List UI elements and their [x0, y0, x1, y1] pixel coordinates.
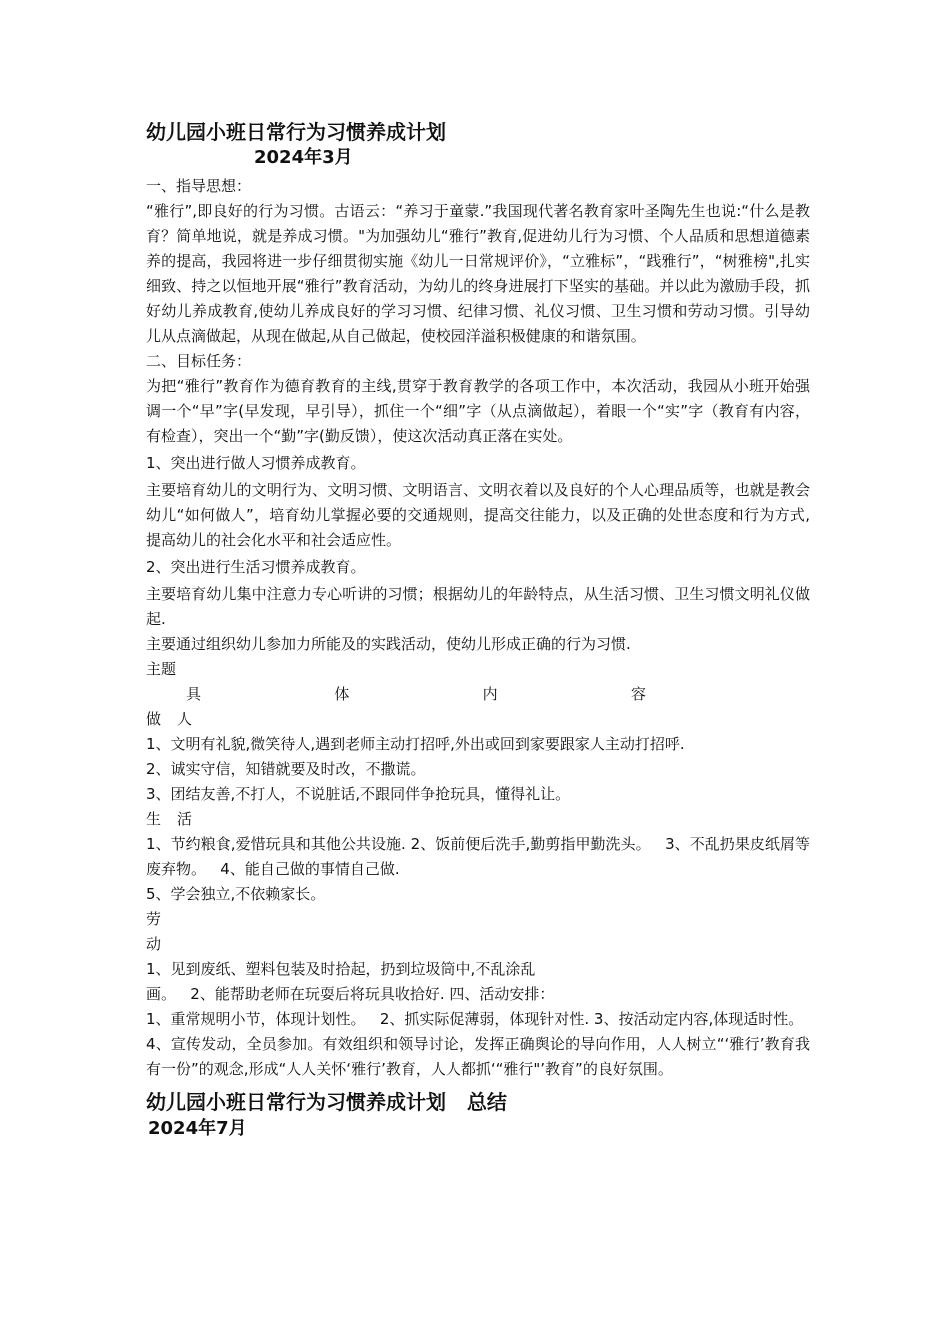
- summary-date: 2024年7月: [148, 1118, 247, 1139]
- table-header-cell: 体: [334, 685, 350, 703]
- paragraph: 主要通过组织幼儿参加力所能及的实践活动，使幼儿形成正确的行为习惯.: [146, 635, 631, 653]
- list-item: 1、重常规明小节，体现计划性。 2、抓实际促薄弱，体现针对性. 3、按活动定内容,体现适时性。: [146, 1010, 804, 1028]
- document-title: 幼儿园小班日常行为习惯养成计划: [146, 120, 446, 144]
- item-heading: 2、突出进行生活习惯养成教育。: [146, 558, 366, 576]
- item-heading: 1、突出进行做人习惯养成教育。: [146, 454, 366, 472]
- category-label: 动: [146, 935, 162, 953]
- table-header-cell: 内: [482, 685, 498, 703]
- list-item: 1、节约粮食,爱惜玩具和其他公共设施. 2、饭前便后洗手,勤剪指甲勤洗头。 3、不乱扔果皮纸屑等废弃物。 4、能自己做的事情自己做.: [146, 835, 810, 878]
- paragraph: “雅行”,即良好的行为习惯。古语云：“养习于童蒙.”我国现代著名教育家叶圣陶先生也说:“什么是教育？简单地说，就是养成习惯。"为加强幼儿“雅行”教育,促进幼儿行为习惯、个人品质和思想道德素养的提高，我园将进一步仔细贯彻实施《幼儿一日常规评价》，“立雅标”，“践雅行”，“树雅榜",扎实细致、持之以恒地开展“雅行”教育活动，为幼儿的终身进展打下坚实的基础。并以此为激励手段，抓好幼儿养成教育,使幼儿养成良好的学习习惯、纪律习惯、礼仪习惯、卫生习惯和劳动习惯。引导幼儿从点滴做起，从现在做起,从自己做起，使校园洋溢积极健康的和谐氛围。: [146, 202, 810, 345]
- document-page: [146, 118, 810, 1142]
- section-heading: 一、指导思想：: [146, 177, 252, 195]
- list-item: 2、诚实守信，知错就要及时改，不撒谎。: [146, 760, 426, 778]
- document-date: 2024年3月: [254, 147, 353, 168]
- paragraph: 为把“雅行”教育作为德育教育的主线,贯穿于教育教学的各项工作中，本次活动，我园从小班开始强调一个“早”字(早发现，早引导），抓住一个“细”字（从点滴做起），着眼一个“实”字（教育有内容，有检查），突出一个“勤”字(勤反馈），使这次活动真正落在实处。: [146, 377, 810, 445]
- table-header-row: [146, 682, 646, 707]
- list-item: 画。 2、能帮助老师在玩耍后将玩具收拾好. 四、活动安排：: [146, 985, 555, 1003]
- category-label: 做人: [146, 710, 209, 728]
- list-item: 4、宣传发动，全员参加。有效组织和领导讨论，发挥正确舆论的导向作用，人人树立“‘雅行’教育我有一份”的观念,形成“人人关怀‘雅行’教育，人人都抓‘“雅行"’教育”的良好氛围。: [146, 1035, 810, 1078]
- summary-title: 幼儿园小班日常行为习惯养成计划 总结: [146, 1090, 507, 1114]
- table-subject-label: 主题: [146, 660, 177, 678]
- list-item: 3、团结友善,不打人，不说脏话,不跟同伴争抢玩具，懂得礼让。: [146, 785, 571, 803]
- list-item: 1、见到废纸、塑料包装及时拾起，扔到垃圾筒中,不乱涂乱: [146, 960, 536, 978]
- category-label: 生活: [146, 810, 209, 828]
- list-item: 1、文明有礼貌,微笑待人,遇到老师主动打招呼,外出或回到家要跟家人主动打招呼.: [146, 735, 685, 753]
- table-header-cell: 具: [186, 685, 202, 703]
- paragraph: 主要培育幼儿集中注意力专心听讲的习惯；根据幼儿的年龄特点，从生活习惯、卫生习惯文明礼仪做起.: [146, 585, 810, 628]
- table-header-cell: 容: [630, 685, 646, 703]
- paragraph: 主要培育幼儿的文明行为、文明习惯、文明语言、文明衣着以及良好的个人心理品质等，也就是教会幼儿“如何做人”，培育幼儿掌握必要的交通规则，提高交往能力，以及正确的处世态度和行为方式,提高幼儿的社会化水平和社会适应性。: [146, 481, 810, 549]
- list-item: 5、学会独立,不依赖家长。: [146, 885, 326, 903]
- category-label: 劳: [146, 910, 162, 928]
- section-heading: 二、目标任务：: [146, 352, 252, 370]
